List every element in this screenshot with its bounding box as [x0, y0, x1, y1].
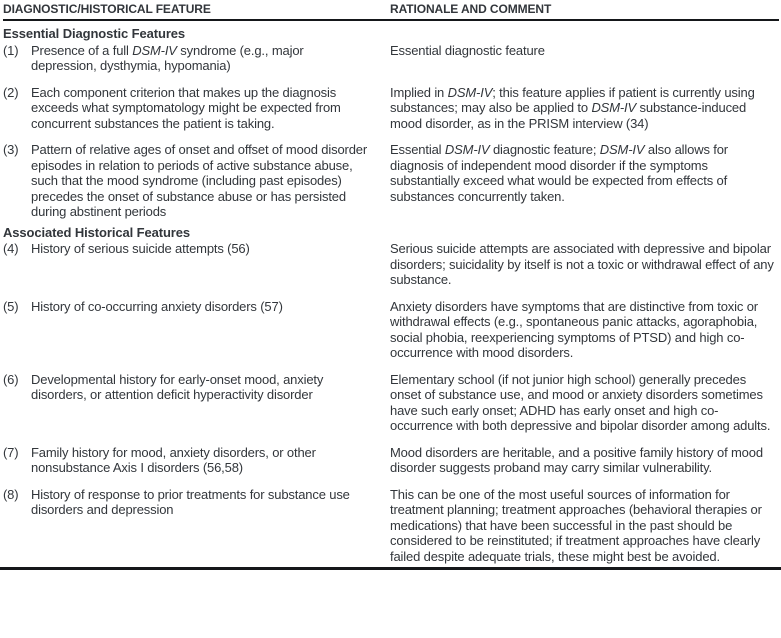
rationale-text: Serious suicide attempts are associated with depressive and bipolar disorders; suicidality by itself is not a toxic or withdrawal effect of any substance. [390, 241, 774, 287]
column-header-feature: DIAGNOSTIC/HISTORICAL FEATURE [3, 2, 211, 16]
table-row [3, 43, 779, 74]
table-row [3, 487, 779, 565]
rationale-text: Mood disorders are heritable, and a positive family history of mood disorder suggests proband may carry similar vulnerability. [390, 444, 763, 475]
rationale-text: Essential diagnostic feature [390, 42, 545, 58]
table-row [3, 372, 779, 434]
rationale-text: Anxiety disorders have symptoms that are distinctive from toxic or withdrawal effects (e.g., spontaneous panic attacks, agoraphobia, social phobia, reexperiencing symptoms of PTSD) and high co-occurrence with mood disorders. [390, 298, 758, 360]
feature-cell [3, 445, 390, 476]
rationale-text: This can be one of the most useful sources of information for treatment planning; treatment approaches (behavioral therapies or medications) that have been successful in the past should be considered to be reinstituted; if treatment approaches have clearly failed despite adequate trials, these might best be avoided. [390, 486, 762, 564]
feature-text: Family history for mood, anxiety disorders, or other nonsubstance Axis I disorders (56,58) [31, 444, 316, 475]
table-row [3, 445, 779, 476]
item-number: (4) [3, 241, 19, 256]
table-row [3, 299, 779, 361]
feature-text: Presence of a full DSM-IV syndrome (e.g., major depression, dysthymia, hypomania) [31, 42, 304, 73]
section-heading-essential-diagnostic-features: Essential Diagnostic Features [3, 26, 186, 41]
table-row [3, 142, 779, 220]
feature-cell [3, 142, 390, 220]
feature-text: Each component criterion that makes up the diagnosis exceeds what symptomatology might be expected from concurrent substances the patient is taking. [31, 84, 341, 131]
item-number: (6) [3, 371, 19, 387]
feature-cell [3, 85, 390, 132]
table-row [3, 85, 779, 132]
item-number: (1) [3, 42, 19, 58]
section-heading-associated-historical-features: Associated Historical Features [3, 224, 191, 240]
feature-text: Developmental history for early-onset mood, anxiety disorders, or attention deficit hyperactivity disorder [31, 371, 324, 402]
table-row [3, 241, 779, 288]
rationale-text: Essential DSM-IV diagnostic feature; DSM-IV also allows for diagnosis of independent mood disorder if the symptoms substantially exceed what would be expected from effects of substances concurrently taken. [390, 142, 728, 204]
rationale-text: Elementary school (if not junior high school) generally precedes onset of substance use, and mood or anxiety disorders sometimes have such early onset; ADHD has early onset and high co-occurrence with both depressive and bipolar disorder among adults. [390, 371, 771, 433]
feature-cell [3, 372, 390, 434]
column-header-rationale: RATIONALE AND COMMENT [390, 2, 552, 16]
feature-text: Pattern of relative ages of onset and offset of mood disorder episodes in relation to periods of active substance abuse, such that the mood syndrome (including past episodes) precedes the onset of substance abuse or has persisted during abstinent periods [31, 142, 368, 219]
item-number: (2) [3, 84, 19, 100]
feature-cell [3, 43, 390, 74]
feature-cell [3, 487, 390, 565]
table-header-row [3, 2, 779, 21]
feature-text: History of serious suicide attempts (56) [31, 241, 250, 256]
feature-cell [3, 241, 390, 288]
item-number: (3) [3, 142, 19, 157]
item-number: (7) [3, 444, 19, 460]
item-number: (5) [3, 298, 19, 314]
feature-cell [3, 299, 390, 361]
feature-text: History of co-occurring anxiety disorders (57) [31, 298, 283, 314]
item-number: (8) [3, 486, 19, 502]
feature-text: History of response to prior treatments for substance use disorders and depression [31, 486, 350, 517]
rationale-text: Implied in DSM-IV; this feature applies if patient is currently using substances; may also be applied to DSM-IV substance-induced mood disorder, as in the PRISM interview (34) [390, 84, 755, 131]
